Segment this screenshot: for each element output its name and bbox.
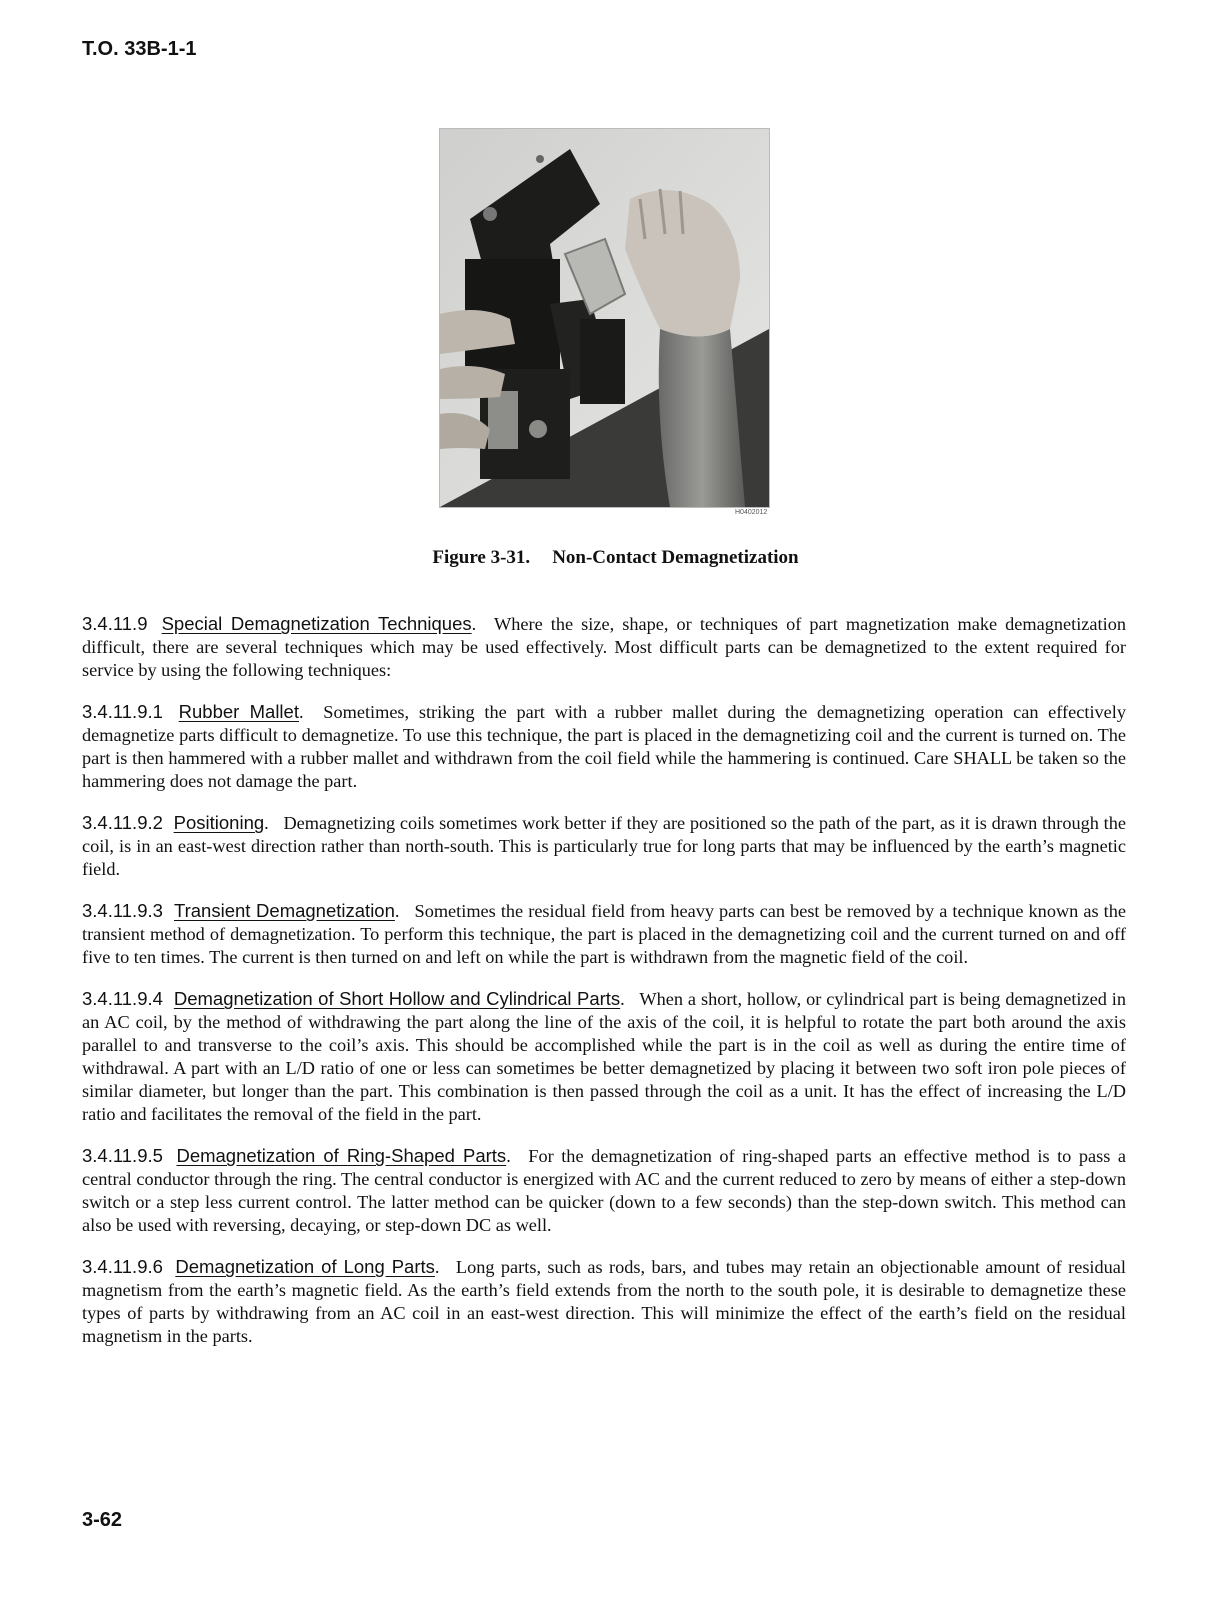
paragraph-text: Where the size, shape, or techniques of part magnetization make demagnetization difficult, there are several techniques which may be used effectively. Most difficult parts can be demagnetized to the extent required for service by using the following techniques: — [82, 614, 1126, 680]
figure-caption-number: Figure 3-31. — [432, 547, 531, 568]
figure-caption — [0, 547, 1231, 569]
demagnetizer-photo-illustration — [440, 129, 769, 507]
paragraph-title: Rubber Mallet — [178, 701, 299, 722]
document-number: T.O. 33B-1-1 — [82, 38, 197, 60]
paragraph-title: Transient Demagnetization — [173, 900, 395, 921]
paragraph-transient-demagnetization: 3.4.11.9.3 Transient Demagnetization. Sometimes the residual field from heavy parts can best be removed by a technique known as the transient method of demagnetization. To perform this technique, the part is placed in the demagnetizing coil and the current turned on and off five to ten times. The current is then turned on and left on while the part is withdrawn from the magnetic field of the coil. — [82, 900, 1126, 967]
paragraph-text: Sometimes the residual field from heavy parts can best be removed by a technique known as the transient method of demagnetization. To perform this technique, the part is placed in the demagnetizing coil and the current turned on and off five to ten times. The current is then turned on and left on while the part is withdrawn from the magnetic field of the coil. — [82, 901, 1126, 967]
figure-image-id: H0402012 — [735, 509, 768, 516]
paragraph-long-parts: 3.4.11.9.6 Demagnetization of Long Parts. Long parts, such as rods, bars, and tubes may retain an objectionable amount of residual magnetism from the earth’s magnetic field. As the earth’s field extends from the north to the south pole, it is desirable to demagnetize these types of parts by withdrawing from an AC coil in an east-west direction. This will minimize the effect of the earth’s field on the residual magnetism in the parts. — [82, 1256, 1126, 1346]
paragraph-number: 3.4.11.9.6 — [82, 1256, 163, 1277]
paragraph-number: 3.4.11.9.3 — [82, 900, 163, 921]
paragraph-number: 3.4.11.9 — [82, 613, 148, 634]
paragraph-number: 3.4.11.9.4 — [82, 988, 163, 1009]
paragraph-title: Positioning — [173, 812, 265, 833]
paragraph-text: When a short, hollow, or cylindrical part is being demagnetized in an AC coil, by the method of withdrawing the part along the line of the axis of the coil, it is helpful to rotate the part both around the axis parallel to and transverse to the coil’s axis. This should be accomplished while the part is in the coil as well as during the entire time of withdrawal. A part with an L/D ratio of one or less can sometimes be better demagnetized by placing it between two soft iron pole pieces of similar diameter, but longer than the part. This combination is then passed through the coil as a unit. It has the effect of increasing the L/D ratio and facilitates the removal of the field in the part. — [82, 989, 1126, 1124]
body-text — [82, 612, 1126, 1366]
paragraph-text: For the demagnetization of ring-shaped parts an effective method is to pass a central conductor through the ring. The central conductor is energized with AC and the current reduced to zero by means of either a step-down switch or a step less current control. The latter method can be quicker (down to a few seconds) than the step-down switch. This method can also be used with reversing, decaying, or step-down DC as well. — [82, 1146, 1126, 1235]
page-number: 3-62 — [82, 1509, 123, 1531]
paragraph-text: Demagnetizing coils sometimes work better if they are positioned so the path of the part, as it is drawn through the coil, is in an east-west direction rather than north-south. This is particularly true for long parts that may be influenced by the earth’s magnetic field. — [82, 813, 1126, 879]
paragraph-number: 3.4.11.9.1 — [82, 701, 163, 722]
paragraph-number: 3.4.11.9.2 — [82, 812, 163, 833]
figure-photo — [439, 128, 770, 508]
paragraph-text: Sometimes, striking the part with a rubber mallet during the demagnetizing operation can effectively demagnetize parts difficult to demagnetize. To use this technique, the part is placed in the demagnetizing coil and the current is turned on. The part is then hammered with a rubber mallet and withdrawn from the coil field while the hammering is continued. Care SHALL be taken so the hammering does not damage the part. — [82, 702, 1127, 791]
paragraph-title: Demagnetization of Short Hollow and Cylindrical Parts — [173, 988, 621, 1009]
paragraph-rubber-mallet: 3.4.11.9.1 Rubber Mallet. Sometimes, striking the part with a rubber mallet during the demagnetizing operation can effectively demagnetize parts difficult to demagnetize. To use this technique, the part is placed in the demagnetizing coil and the current is turned on. The part is then hammered with a rubber mallet and withdrawn from the coil field while the hammering is continued. Care SHALL be taken so the hammering does not damage the part. — [82, 701, 1127, 791]
paragraph-title: Special Demagnetization Techniques — [161, 613, 472, 634]
paragraph-short-hollow-cylindrical-parts: 3.4.11.9.4 Demagnetization of Short Hollow and Cylindrical Parts. When a short, hollow, or cylindrical part is being demagnetized in an AC coil, by the method of withdrawing the part along the line of the axis of the coil, it is helpful to rotate the part both around the axis parallel to and transverse to the coil’s axis. This should be accomplished while the part is in the coil as well as during the entire time of withdrawal. A part with an L/D ratio of one or less can sometimes be better demagnetized by placing it between two soft iron pole pieces of similar diameter, but longer than the part. This combination is then passed through the coil as a unit. It has the effect of increasing the L/D ratio and facilitates the removal of the field in the part. — [82, 988, 1126, 1124]
paragraph-special-demagnetization-techniques: 3.4.11.9 Special Demagnetization Techniques. Where the size, shape, or techniques of part magnetization make demagnetization difficult, there are several techniques which may be used effectively. Most difficult parts can be demagnetized to the extent required for service by using the following techniques: — [82, 613, 1126, 680]
figure-caption-title: Non-Contact Demagnetization — [552, 547, 799, 568]
paragraph-title: Demagnetization of Long Parts — [175, 1256, 435, 1277]
paragraph-positioning: 3.4.11.9.2 Positioning. Demagnetizing coils sometimes work better if they are positioned so the path of the part, as it is drawn through the coil, is in an east-west direction rather than north-south. This is particularly true for long parts that may be influenced by the earth’s magnetic field. — [82, 812, 1126, 879]
paragraph-ring-shaped-parts: 3.4.11.9.5 Demagnetization of Ring-Shaped Parts. For the demagnetization of ring-shaped parts an effective method is to pass a central conductor through the ring. The central conductor is energized with AC and the current reduced to zero by means of either a step-down switch or a step less current control. The latter method can be quicker (down to a few seconds) than the step-down switch. This method can also be used with reversing, decaying, or step-down DC as well. — [82, 1145, 1126, 1235]
paragraph-text: Long parts, such as rods, bars, and tubes may retain an objectionable amount of residual magnetism from the earth’s magnetic field. As the earth’s field extends from the north to the south pole, it is desirable to demagnetize these types of parts by withdrawing from an AC coil in an east-west direction. This will minimize the effect of the earth’s field on the residual magnetism in the parts. — [82, 1257, 1126, 1346]
paragraph-number: 3.4.11.9.5 — [82, 1145, 163, 1166]
paragraph-title: Demagnetization of Ring-Shaped Parts — [176, 1145, 507, 1166]
